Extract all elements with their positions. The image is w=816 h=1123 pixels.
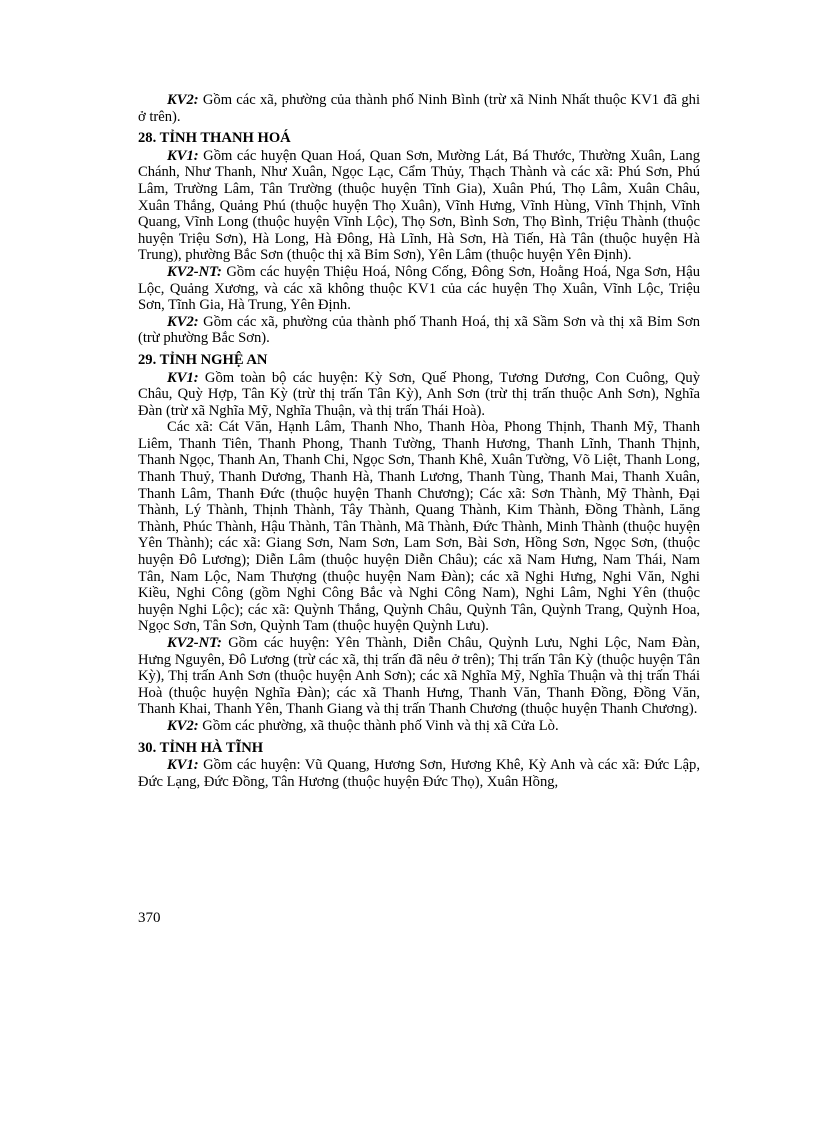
paragraph-nghean-kv1: [138, 370, 700, 420]
paragraph-thanhhoa-kv1: [138, 148, 700, 264]
page-number: 370: [138, 910, 161, 926]
paragraph-hatinh-kv1: [138, 757, 700, 790]
paragraph-nghean-kv2: [138, 718, 700, 735]
paragraph-thanhhoa-kv2: [138, 314, 700, 347]
paragraph-text: Gồm các huyện: Vũ Quang, Hương Sơn, Hương Khê, Kỳ Anh và các xã: Đức Lập, Đức Lạng, Đức Đồng, Tân Hương (thuộc huyện Đức Thọ), Xuân Hồng,: [138, 757, 700, 790]
paragraph-nghean-communes: Các xã: Cát Văn, Hạnh Lâm, Thanh Nho, Thanh Hòa, Phong Thịnh, Thanh Mỹ, Thanh Liêm, Thanh Tiên, Thanh Phong, Thanh Tường, Thanh Hương, Thanh Lĩnh, Thanh Thịnh, Thanh Ngọc, Thanh An, Thanh Chi, Ngọc Sơn, Thanh Khê, Xuân Tường, Võ Liệt, Thanh Long, Thanh Thuỷ, Thanh Dương, Thanh Hà, Thanh Lương, Thanh Tùng, Thanh Mai, Thanh Xuân, Thanh Lâm, Thanh Đức (thuộc huyện Thanh Chương); Các xã: Sơn Thành, Mỹ Thành, Đại Thành, Lý Thành, Thịnh Thành, Tây Thành, Quang Thành, Kim Thành, Đồng Thành, Lăng Thành, Phúc Thành, Hậu Thành, Tân Thành, Mã Thành, Đức Thành, Minh Thành (thuộc huyện Yên Thành); các xã: Giang Sơn, Nam Sơn, Lam Sơn, Bài Sơn, Hồng Sơn, Ngọc Sơn, (thuộc huyện Đô Lương); Diễn Lâm (thuộc huyện Diễn Châu); các xã Nam Hưng, Nam Thái, Nam Tân, Nam Lộc, Nam Thượng (thuộc huyện Nam Đàn); các xã Nghi Hưng, Nghi Văn, Nghi Kiều, Nghi Công (gồm Nghi Công Bắc và Nghi Công Nam), Nghi Lâm, Nghi Yên (thuộc huyện Nghi Lộc); các xã: Quỳnh Thắng, Quỳnh Châu, Quỳnh Tân, Quỳnh Trang, Quỳnh Hoa, Ngọc Sơn, Tân Sơn, Quỳnh Tam (thuộc huyện Quỳnh Lưu).: [138, 419, 700, 635]
paragraph-text: Gồm các huyện Thiệu Hoá, Nông Cống, Đông Sơn, Hoằng Hoá, Nga Sơn, Hậu Lộc, Quảng Xương, và các xã không thuộc KV1 của các huyện Thọ Xuân, Vĩnh Lộc, Triệu Sơn, Tĩnh Gia, Hà Trung, Yên Định.: [138, 263, 700, 314]
paragraph-nghean-kv2nt: [138, 635, 700, 718]
document-body: [138, 92, 700, 790]
paragraph-text: Gồm các huyện Quan Hoá, Quan Sơn, Mường Lát, Bá Thước, Thường Xuân, Lang Chánh, Như Thanh, Như Xuân, Ngọc Lạc, Cẩm Thủy, Thạch Thành và các xã: Phú Sơn, Phú Lâm, Trường Lâm, Tân Trường (thuộc huyện Tĩnh Gia), Xuân Phú, Thọ Lâm, Xuân Châu, Xuân Thắng, Quảng Phú (thuộc huyện Thọ Xuân), Vĩnh Hưng, Vĩnh Hùng, Vĩnh Thịnh, Vĩnh Quang, Vĩnh Long (thuộc huyện Vĩnh Lộc), Thọ Sơn, Bình Sơn, Thọ Bình, Triệu Thành (thuộc huyện Triệu Sơn), Hà Long, Hà Đông, Hà Lĩnh, Hà Sơn, Hà Tiến, Hà Tân (thuộc huyện Hà Trung), phường Bắc Sơn (thuộc thị xã Bỉm Sơn), Yên Lâm (thuộc huyện Yên Định).: [138, 147, 700, 264]
region-label: KV2:: [167, 313, 199, 330]
paragraph-text: Gồm các phường, xã thuộc thành phố Vinh và thị xã Cửa Lò.: [198, 717, 559, 734]
section-heading-thanhhoa: 28. TỈNH THANH HOÁ: [138, 130, 291, 147]
paragraph-text: Gồm các huyện: Yên Thành, Diễn Châu, Quỳnh Lưu, Nghi Lộc, Nam Đàn, Hưng Nguyên, Đô Lương (trừ các xã, thị trấn đã nêu ở trên); Thị trấn Tân Kỳ (thuộc huyện Tân Kỳ), Thị trấn Anh Sơn (thuộc huyện Anh Sơn); các xã Nghĩa Mỹ, Nghĩa Thuận và thị trấn Thái Hoà (thuộc huyện Nghĩa Đàn); các xã Thanh Hưng, Thanh Văn, Thanh Đồng, Đồng Văn, Thanh Khai, Thanh Yên, Thanh Giang và thị trấn Thanh Chương (thuộc huyện Thanh Chương).: [138, 635, 700, 718]
region-label: KV2-NT:: [167, 635, 222, 651]
region-label: KV1:: [167, 147, 199, 164]
region-label: KV2:: [167, 717, 199, 734]
region-label: KV1:: [167, 757, 199, 774]
region-label: KV2-NT:: [167, 263, 222, 280]
section-heading-hatinh: 30. TỈNH HÀ TĨNH: [138, 739, 264, 756]
paragraph-text: Gồm các xã, phường của thành phố Ninh Bình (trừ xã Ninh Nhất thuộc KV1 đã ghi ở trên).: [138, 92, 700, 125]
section-heading-nghean: 29. TỈNH NGHỆ AN: [138, 351, 268, 368]
paragraph-text: Gồm các xã, phường của thành phố Thanh Hoá, thị xã Sầm Sơn và thị xã Bỉm Sơn (trừ phường Bắc Sơn).: [138, 313, 700, 347]
paragraph-ninhbinh-kv2: [138, 92, 700, 125]
paragraph-thanhhoa-kv2nt: [138, 264, 700, 314]
paragraph-text: Gồm toàn bộ các huyện: Kỳ Sơn, Quế Phong, Tương Dương, Con Cuông, Quỳ Châu, Quỳ Hợp, Tân Kỳ (trừ thị trấn Tân Kỳ), Anh Sơn (trừ thị trấn thuộc Anh Sơn), Nghĩa Đàn (trừ xã Nghĩa Mỹ, Nghĩa Thuận, và thị trấn Thái Hoà).: [138, 369, 700, 419]
region-label: KV1:: [167, 369, 199, 386]
region-label: KV2:: [167, 92, 199, 108]
